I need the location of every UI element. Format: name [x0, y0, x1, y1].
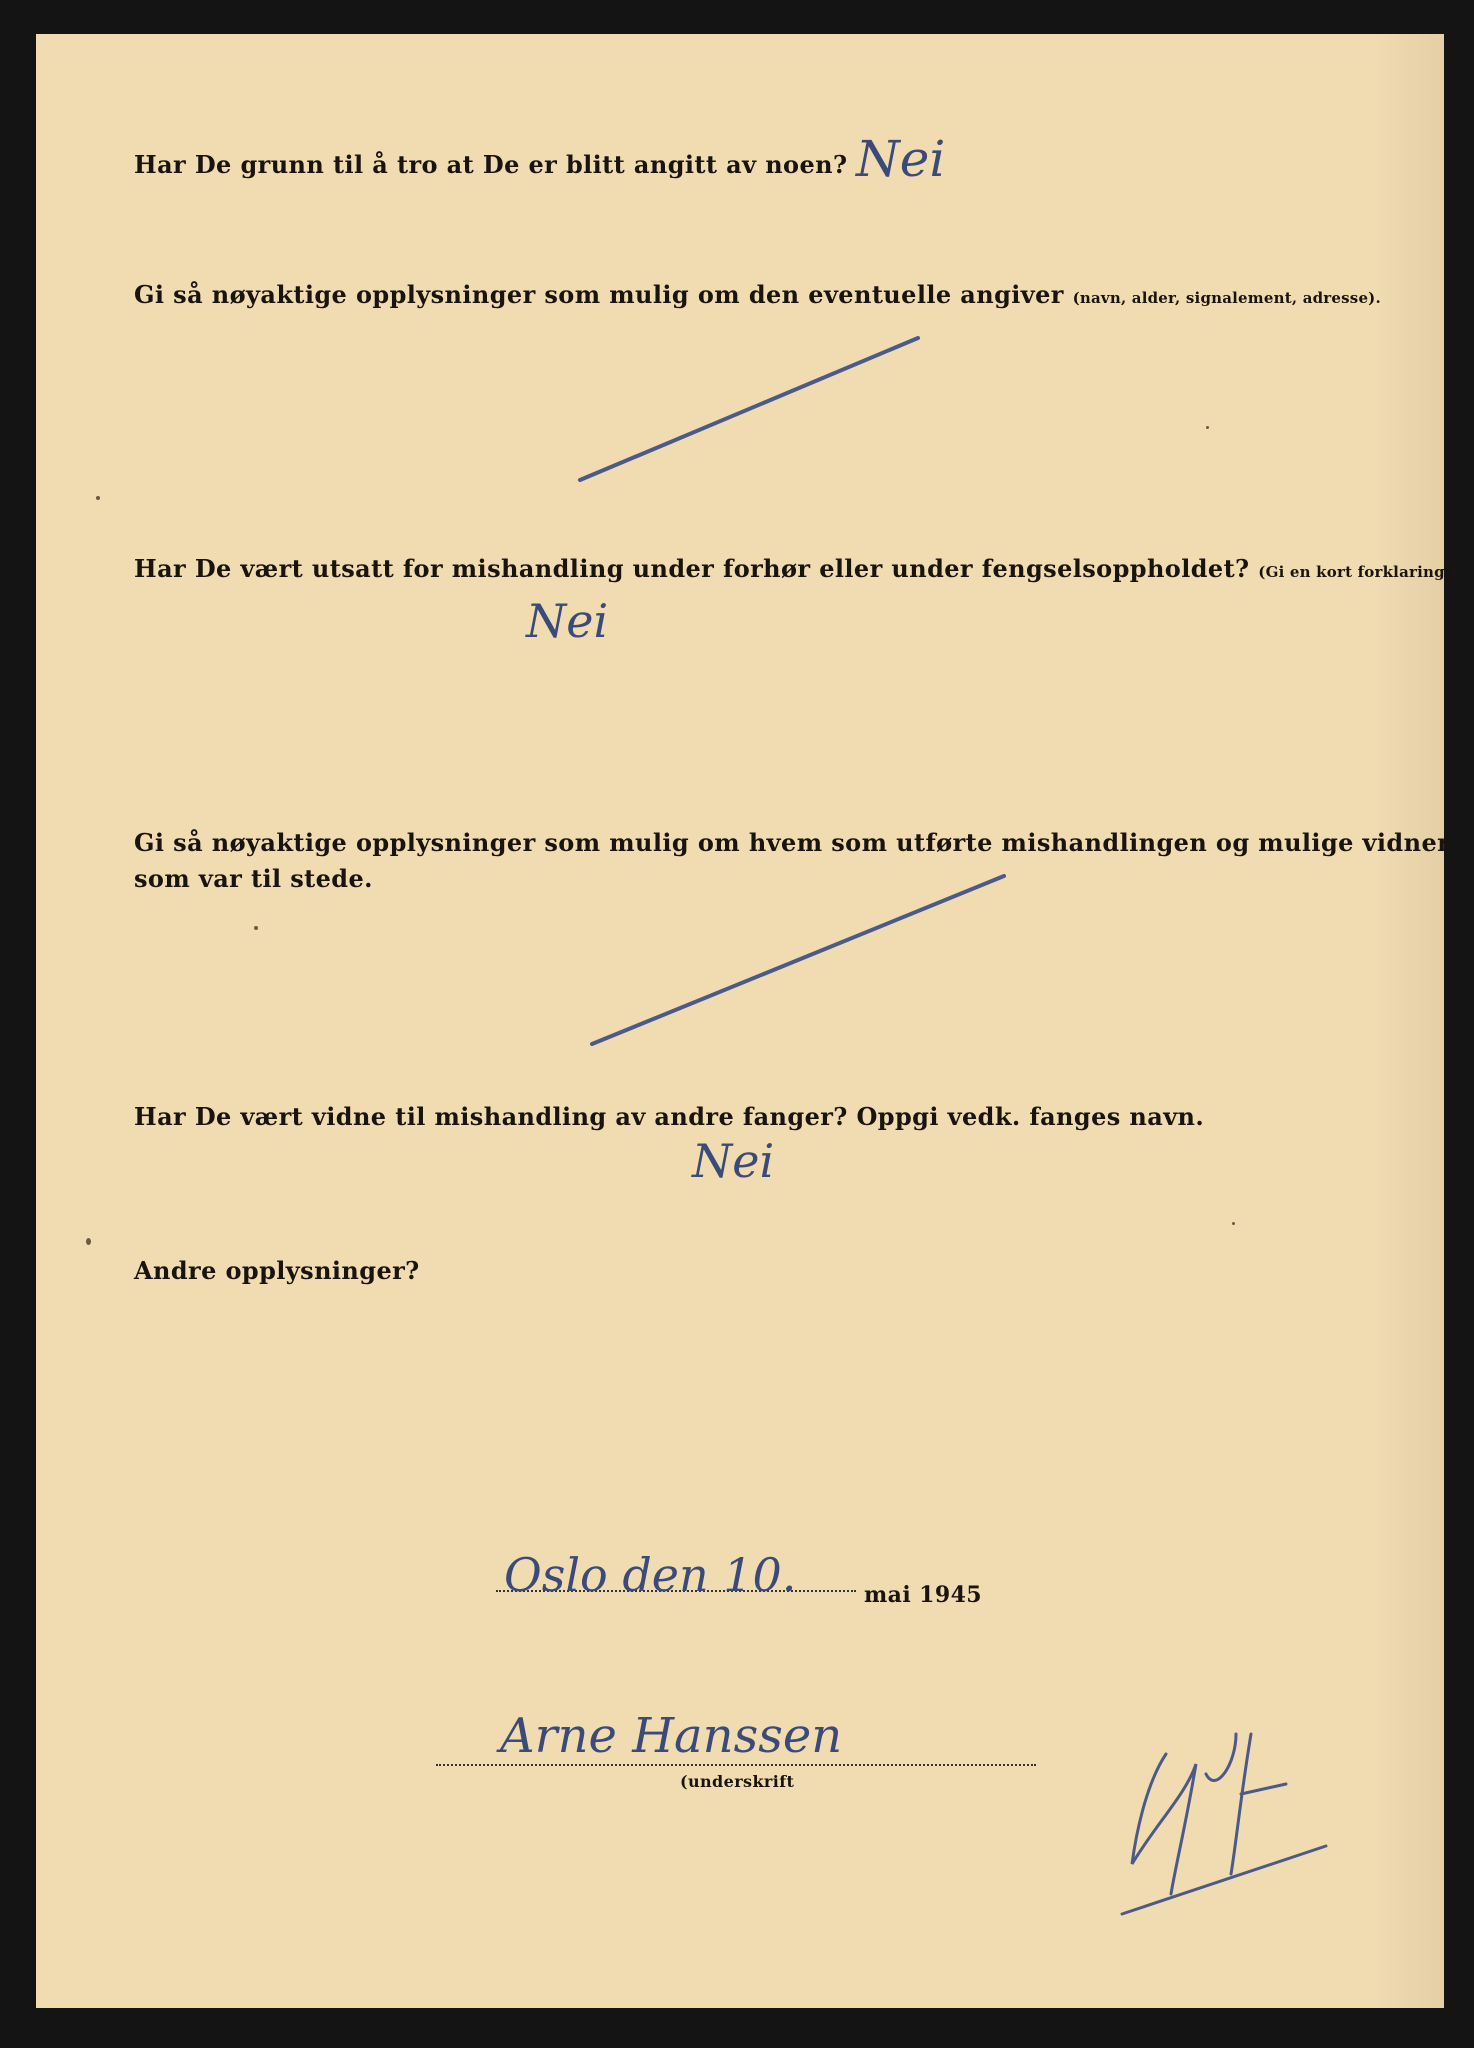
question-1: Har De grunn til å tro at De er blitt angitt av noen?	[134, 150, 848, 179]
question-3-main: Har De vært utsatt for mishandling under forhør eller under fengselsoppholdet?	[134, 554, 1250, 583]
question-4-line-1: Gi så nøyaktige opplysninger som mulig om hvem som utførte mishandlingen og mulige vidner	[134, 828, 1451, 857]
document-page	[36, 34, 1458, 2008]
question-2-main: Gi så nøyaktige opplysninger som mulig om den eventuelle angiver	[134, 280, 1064, 309]
strike-line-answer-2	[580, 338, 918, 480]
paper-speck	[1206, 426, 1209, 429]
question-4-line-2: som var til stede.	[134, 864, 373, 893]
signature-caption: (underskrift	[680, 1772, 795, 1791]
answer-3-handwritten: Nei	[526, 594, 609, 648]
question-5: Har De vært vidne til mishandling av andre fanger? Oppgi vedk. fanges navn.	[134, 1102, 1205, 1131]
initials-stroke-2	[1206, 1734, 1286, 1874]
question-2-note: (navn, alder, signalement, adresse).	[1072, 289, 1381, 307]
pen-strokes	[36, 34, 1444, 2008]
answer-1-handwritten: Nei	[856, 130, 946, 188]
paper-speck	[96, 496, 100, 500]
question-3-note: (Gi en kort forklaring.)	[1258, 563, 1458, 581]
question-6: Andre opplysninger?	[134, 1256, 420, 1285]
strike-line-answer-4	[592, 876, 1004, 1044]
paper-speck	[86, 1238, 91, 1245]
paper-speck	[1232, 1222, 1235, 1225]
initials-stroke-1	[1132, 1754, 1196, 1894]
initials-underline	[1122, 1846, 1326, 1914]
initials-mark	[1122, 1734, 1326, 1914]
place-date-handwritten: Oslo den 10.	[504, 1548, 797, 1602]
month-year: mai 1945	[864, 1582, 982, 1608]
signature-handwritten: Arne Hanssen	[500, 1708, 843, 1764]
paper-speck	[254, 926, 258, 930]
answer-5-handwritten: Nei	[692, 1134, 775, 1188]
